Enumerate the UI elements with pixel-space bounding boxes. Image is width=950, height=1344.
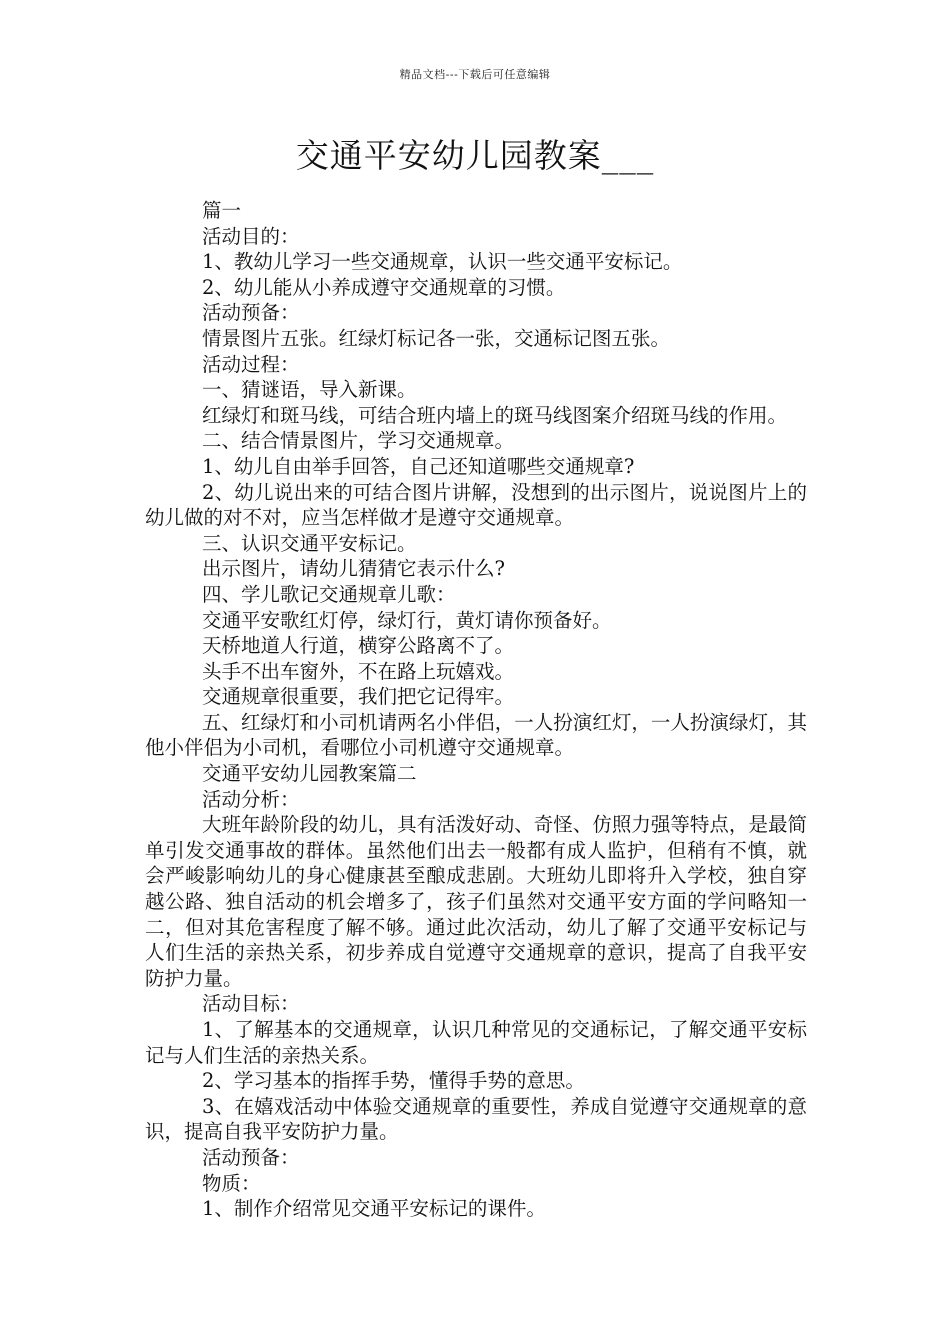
- paragraph: 交通平安歌红灯停，绿灯行，黄灯请你预备好。: [202, 608, 612, 632]
- paragraph: 活动目的：: [202, 224, 300, 248]
- paragraph: 大班年龄阶段的幼儿，具有活泼好动、奇怪、仿照力强等特点，是最简单引发交通事故的群体。虽然他们出去一般都有成人监护，但稍有不慎，就会严峻影响幼儿的身心健康甚至酿成悲剧。大班幼儿即将升入学校，独自穿越公路、独自活动的机会增多了，孩子们虽然对交通平安方面的学问略知一二，但对其危害程度了解不够。通过此次活动，幼儿了解了交通平安标记与人们生活的亲热关系，初步养成自觉遵守交通规章的意识，提高了自我平安防护力量。: [145, 813, 807, 990]
- paragraph: 三、认识交通平安标记。: [202, 531, 417, 555]
- paragraph: 2、学习基本的指挥手势，懂得手势的意思。: [202, 1069, 585, 1093]
- paragraph: 四、学儿歌记交通规章儿歌：: [202, 582, 456, 606]
- paragraph: 交通规章很重要，我们把它记得牢。: [202, 685, 515, 709]
- paragraph: 头手不出车窗外，不在路上玩嬉戏。: [202, 659, 515, 683]
- paragraph: 情景图片五张。红绿灯标记各一张，交通标记图五张。: [202, 326, 671, 350]
- paragraph: 2、幼儿说出来的可结合图片讲解，没想到的出示图片，说说图片上的幼儿做的对不对，应当怎样做才是遵守交通规章。: [145, 480, 807, 530]
- page-title: 交通平安幼儿园教案___: [295, 136, 655, 175]
- paragraph: 天桥地道人行道，横穿公路离不了。: [202, 634, 515, 658]
- paragraph: 二、结合情景图片，学习交通规章。: [202, 429, 515, 453]
- paragraph: 物质：: [202, 1171, 261, 1195]
- paragraph: 活动目标：: [202, 992, 300, 1016]
- paragraph: 出示图片，请幼儿猜猜它表示什么?: [202, 557, 505, 581]
- paragraph: 1、了解基本的交通规章，认识几种常见的交通标记，了解交通平安标记与人们生活的亲热关系。: [145, 1018, 807, 1067]
- paragraph: 3、在嬉戏活动中体验交通规章的重要性，养成自觉遵守交通规章的意识，提高自我平安防护力量。: [145, 1094, 807, 1144]
- paragraph: 1、教幼儿学习一些交通规章，认识一些交通平安标记。: [202, 250, 683, 274]
- paragraph: 活动预备：: [202, 301, 300, 325]
- paragraph: 五、红绿灯和小司机请两名小伴侣，一人扮演红灯，一人扮演绿灯，其他小伴侣为小司机，看哪位小司机遵守交通规章。: [145, 710, 807, 760]
- paragraph: 活动分析：: [202, 787, 300, 811]
- paragraph: 2、幼儿能从小养成遵守交通规章的习惯。: [202, 275, 566, 299]
- paragraph: 活动预备：: [202, 1145, 300, 1169]
- document-body: [145, 198, 807, 1222]
- header-note: 精品文档---下载后可任意编辑: [399, 68, 551, 81]
- paragraph: 1、制作介绍常见交通平安标记的课件。: [202, 1197, 546, 1221]
- paragraph: 活动过程：: [202, 352, 300, 376]
- paragraph: 一、猜谜语，导入新课。: [202, 378, 417, 402]
- paragraph: 红绿灯和斑马线，可结合班内墙上的斑马线图案介绍斑马线的作用。: [202, 403, 788, 427]
- paragraph: 交通平安幼儿园教案篇二: [202, 762, 417, 786]
- paragraph: 篇一: [202, 199, 242, 222]
- paragraph: 1、幼儿自由举手回答，自己还知道哪些交通规章?: [202, 454, 635, 478]
